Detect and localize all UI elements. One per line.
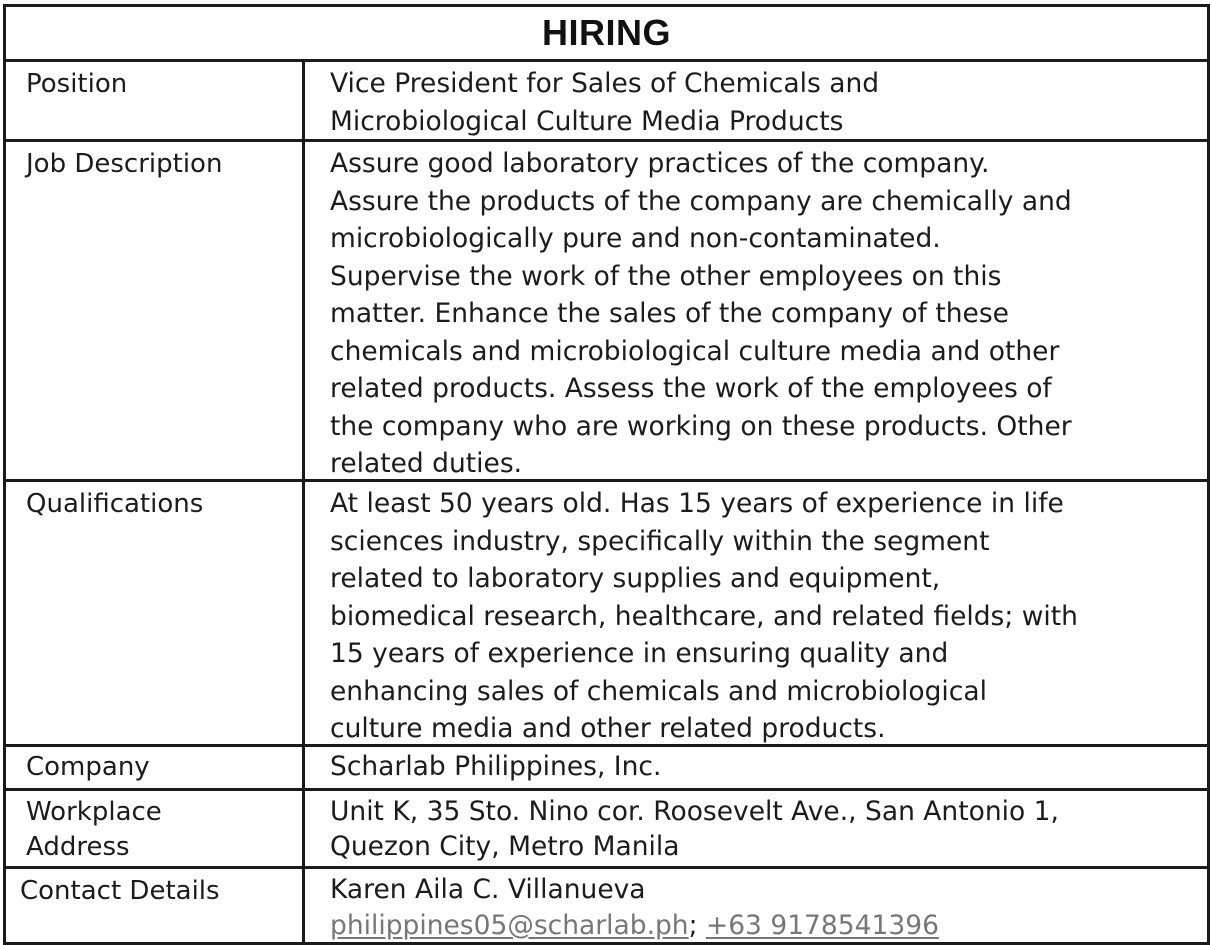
workplace-address-label: Workplace Address [26, 797, 162, 862]
column-divider [302, 142, 305, 479]
column-divider [302, 62, 305, 139]
position-value [330, 65, 1198, 140]
job-description-label: Job Description [26, 149, 223, 179]
column-divider [302, 791, 305, 866]
job-description-value [330, 145, 1198, 483]
qualifications-label: Qualifications [26, 489, 204, 519]
contact-email-link[interactable]: philippines05@scharlab.ph [330, 910, 689, 941]
row-company [6, 747, 1207, 791]
qualifications-value [330, 485, 1198, 748]
contact-phone-link[interactable]: +63 9178541396 [705, 910, 939, 941]
row-workplace-address [6, 791, 1207, 869]
row-contact-details [6, 869, 1207, 942]
qualifications-line: biomedical research, healthcare, and related fields; with [330, 600, 1078, 632]
job-description-line: microbiologically pure and non-contaminated. [330, 223, 941, 254]
qualifications-line: enhancing sales of chemicals and microbiological [330, 675, 987, 707]
job-description-line: chemicals and microbiological culture media and other [330, 335, 1060, 367]
qualifications-line: At least 50 years old. Has 15 years of experience in life [330, 488, 1064, 519]
column-divider [302, 747, 305, 788]
column-divider [302, 869, 305, 942]
qualifications-line: sciences industry, specifically within the segment [330, 525, 990, 557]
job-description-line: Assure the products of the company are chemically and [330, 185, 1072, 217]
qualifications-line: culture media and other related products. [330, 713, 886, 744]
table-title: HIRING [6, 7, 1207, 62]
job-description-line: related products. Assess the work of the employees of [330, 373, 1052, 404]
company-label: Company [26, 752, 150, 782]
contact-details-label: Contact Details [20, 876, 220, 906]
job-description-line: related duties. [330, 448, 523, 479]
hiring-table [3, 4, 1210, 945]
job-description-line: matter. Enhance the sales of the company of these [330, 298, 1009, 329]
qualifications-line: 15 years of experience in ensuring quality and [330, 638, 949, 669]
contact-details-value [330, 872, 1198, 944]
row-position [6, 62, 1207, 142]
contact-separator: ; [688, 910, 698, 941]
job-description-line: Assure good laboratory practices of the company. [330, 148, 990, 179]
contact-name: Karen Aila C. Villanueva [330, 874, 646, 905]
position-line: Vice President for Sales of Chemicals and [330, 68, 880, 99]
company-value [330, 748, 1198, 786]
qualifications-line: related to laboratory supplies and equipment, [330, 563, 941, 594]
job-description-line: Supervise the work of the other employees on this [330, 260, 1002, 292]
workplace-address-line: Quezon City, Metro Manila [330, 831, 680, 862]
company-line: Scharlab Philippines, Inc. [330, 751, 662, 782]
workplace-address-value [330, 794, 1198, 864]
position-label: Position [26, 69, 128, 99]
position-line: Microbiological Culture Media Products [330, 105, 844, 137]
column-divider [302, 482, 305, 744]
job-description-line: the company who are working on these products. Other [330, 410, 1072, 442]
contact-links [330, 908, 1198, 944]
workplace-address-line: Unit K, 35 Sto. Nino cor. Roosevelt Ave., San Antonio 1, [330, 796, 1059, 827]
row-job-description [6, 142, 1207, 482]
row-qualifications [6, 482, 1207, 747]
